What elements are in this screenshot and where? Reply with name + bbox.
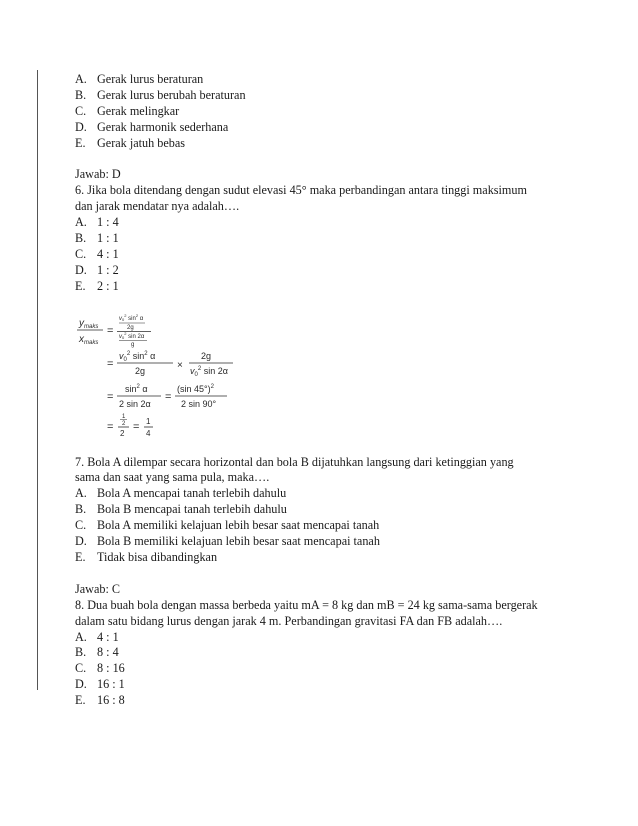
r4-result-num: 1 bbox=[146, 416, 151, 426]
times-sign: × bbox=[177, 359, 183, 371]
q6-option-b: B. 1 : 1 bbox=[75, 231, 119, 246]
q6-question-line-2: dan jarak mendatar nya adalah…. bbox=[75, 199, 240, 214]
document-body bbox=[75, 72, 575, 709]
r1-den-bottom: g bbox=[131, 341, 135, 348]
q7-option-c: C. Bola A memiliki kelajuan lebih besar saat mencapai tanah bbox=[75, 518, 380, 533]
y-maks-label: $y_{maks}$ bbox=[79, 317, 99, 330]
q6-question-line-1: 6. Jika bola ditendang dengan sudut elevasi 45° maka perbandingan antara tinggi maksimum bbox=[75, 183, 527, 198]
q5-option-c: C. Gerak melingkar bbox=[75, 103, 180, 118]
r3-num-right: (sin 45°)$^2$ bbox=[177, 383, 214, 394]
q7-options bbox=[75, 486, 575, 566]
q6-option-e: E. 2 : 1 bbox=[75, 278, 119, 293]
r3-den-right: 2 sin 90° bbox=[181, 398, 217, 409]
x-maks-label: $x_{maks}$ bbox=[79, 333, 99, 346]
q5-answer: Jawab: D bbox=[75, 167, 121, 182]
q7-option-b: B. Bola B mencapai tanah terlebih dahulu bbox=[75, 502, 287, 517]
q6-formula-figure bbox=[77, 312, 252, 442]
q8-question-line-1: 8. Dua buah bola dengan massa berbeda yaitu mA = 8 kg dan mB = 24 kg sama-sama bergerak bbox=[75, 597, 538, 612]
q8-option-d: D. 16 : 1 bbox=[75, 677, 125, 692]
q7-option-d: D. Bola B memiliki kelajuan lebih besar saat mencapai tanah bbox=[75, 534, 380, 549]
q7-question-line-1: 7. Bola A dilempar secara horizontal dan bola B dijatuhkan langsung dari ketinggian yang bbox=[75, 454, 514, 469]
q5-option-d: D. Gerak harmonik sederhana bbox=[75, 119, 229, 134]
r4-half-den: 2 bbox=[122, 420, 126, 427]
q8-options bbox=[75, 630, 575, 710]
equals-4: = bbox=[165, 390, 172, 403]
q8-option-c: C. 8 : 16 bbox=[75, 661, 125, 676]
r4-den: 2 bbox=[120, 428, 125, 438]
equals-6: = bbox=[133, 420, 140, 433]
q7-question-line-2: sama dan saat yang sama pula, maka…. bbox=[75, 470, 270, 485]
r4-half-num: 1 bbox=[122, 413, 126, 420]
q5-option-e: E. Gerak jatuh bebas bbox=[75, 135, 185, 150]
equals-2: = bbox=[107, 357, 114, 370]
r3-num-left: $\sin^2 \alpha$ bbox=[125, 383, 148, 394]
r3-den-left: 2 sin 2α bbox=[119, 398, 151, 409]
q8-option-e: E. 16 : 8 bbox=[75, 693, 125, 708]
r1-den-top: $v0^2$ sin 2α bbox=[119, 330, 145, 340]
q6-option-d: D. 1 : 2 bbox=[75, 262, 119, 277]
q5-option-b: B. Gerak lurus berubah beraturan bbox=[75, 87, 246, 102]
q6-option-a: A. 1 : 4 bbox=[75, 215, 119, 230]
q5-option-a: A. Gerak lurus beraturan bbox=[75, 72, 204, 86]
r2-den-left: 2g bbox=[135, 365, 146, 376]
q6-formula bbox=[77, 312, 575, 447]
r2-num-left: $v_0^2$ $\sin^2 \alpha$ bbox=[119, 350, 156, 363]
q8-option-a: A. 4 : 1 bbox=[75, 629, 119, 644]
q6-option-c: C. 4 : 1 bbox=[75, 246, 119, 261]
r2-den-right: $v_0^2$ sin 2α bbox=[190, 365, 228, 378]
q8-option-b: B. 8 : 4 bbox=[75, 645, 119, 660]
q7-option-a: A. Bola A mencapai tanah terlebih dahulu bbox=[75, 486, 287, 501]
q7-answer: Jawab: C bbox=[75, 581, 121, 596]
equals-5: = bbox=[107, 420, 114, 433]
equals-3: = bbox=[107, 390, 114, 403]
r2-num-right: 2g bbox=[201, 350, 212, 361]
q7-option-e: E. Tidak bisa dibandingkan bbox=[75, 550, 218, 565]
q6-options bbox=[75, 215, 575, 295]
left-margin-rule bbox=[37, 70, 38, 690]
r4-result-den: 4 bbox=[146, 428, 151, 438]
q8-question-line-2: dalam satu bidang lurus dengan jarak 4 m. Perbandingan gravitasi FA dan FB adalah…. bbox=[75, 613, 503, 628]
q5-options bbox=[75, 72, 575, 152]
r1-num-bottom: 2g bbox=[127, 324, 134, 331]
equals-1: = bbox=[107, 324, 114, 337]
r1-num-top: $v0^2$ $\sin^2 \alpha$ bbox=[119, 312, 144, 322]
